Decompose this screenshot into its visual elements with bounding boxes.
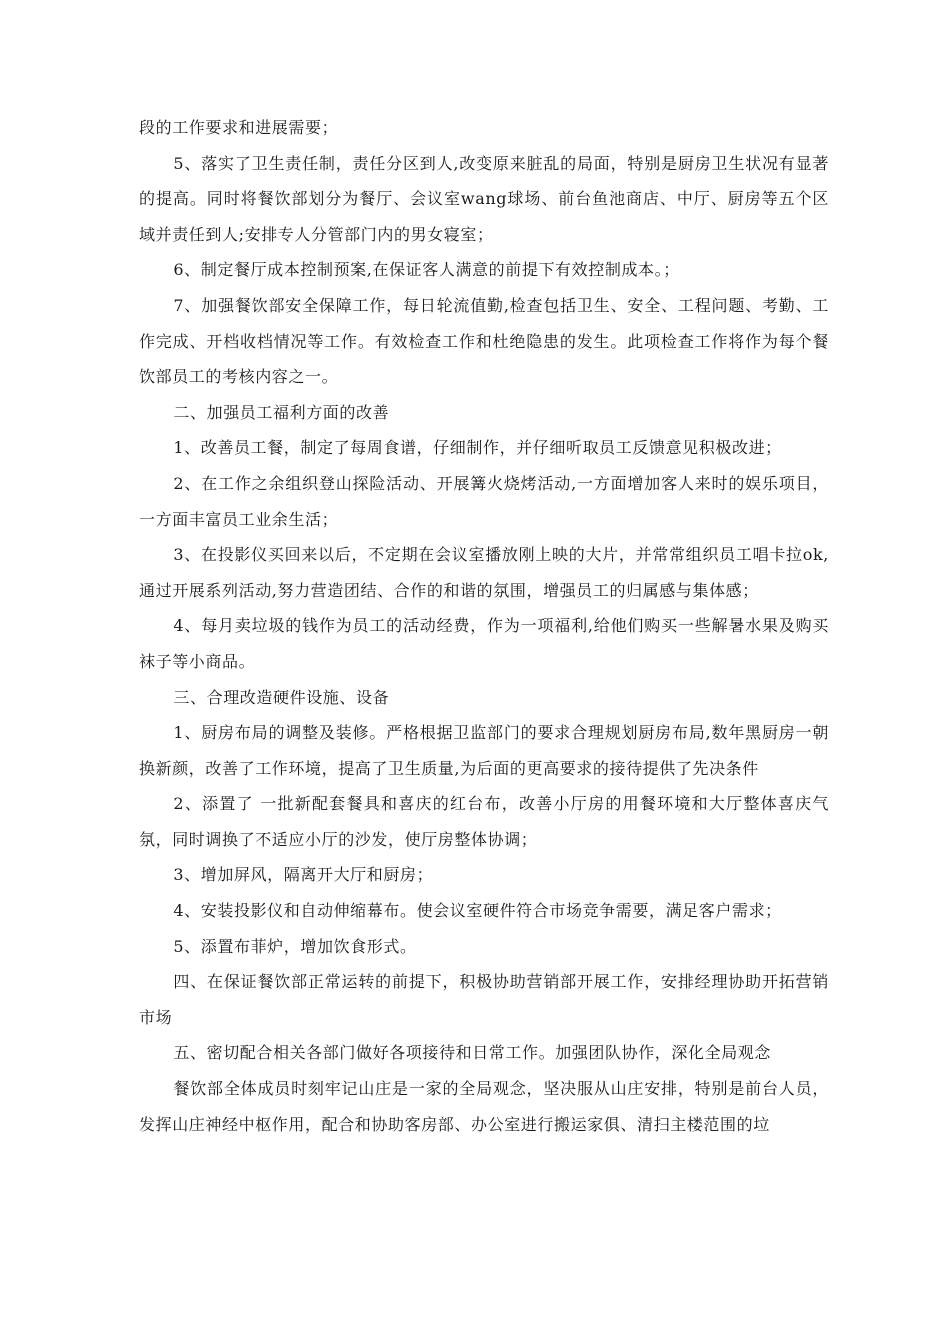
paragraph-item-5-hygiene: 5、落实了卫生责任制，责任分区到人,改变原来脏乱的局面，特别是厨房卫生状况有显著的提高。同时将餐饮部划分为餐厅、会议室wang球场、前台鱼池商店、中厅、厨房等五个区域并责任到人;安排专人分管部门内的男女寝室；	[139, 153, 829, 244]
document-body	[139, 110, 829, 1142]
paragraph-hardware-5: 5、添置布菲炉，增加饮食形式。	[173, 936, 417, 956]
section-heading-3-hardware: 三、合理改造硬件设施、设备	[173, 687, 390, 707]
paragraph-teamwork-body: 餐饮部全体成员时刻牢记山庄是一家的全局观念，坚决服从山庄安排，特别是前台人员，发挥山庄神经中枢作用，配合和协助客房部、办公室进行搬运家俱、清扫主楼范围的垃	[139, 1079, 829, 1134]
paragraph-continuation: 段的工作要求和进展需要；	[139, 118, 339, 137]
paragraph-welfare-4: 4、每月卖垃圾的钱作为员工的活动经费，作为一项福利,给他们购买一些解暑水果及购买袜子等小商品。	[139, 616, 829, 671]
section-heading-2-welfare: 二、加强员工福利方面的改善	[173, 402, 390, 422]
paragraph-hardware-1: 1、厨房布局的调整及装修。严格根据卫监部门的要求合理规划厨房布局,数年黑厨房一朝换新颜，改善了工作环境，提高了卫生质量,为后面的更高要求的接待提供了先决条件	[139, 723, 829, 778]
paragraph-welfare-3: 3、在投影仪买回来以后，不定期在会议室播放刚上映的大片，并常常组织员工唱卡拉ok,通过开展系列活动,努力营造团结、合作的和谐的氛围，增强员工的归属感与集体感；	[139, 545, 829, 600]
paragraph-item-7-safety: 7、加强餐饮部安全保障工作，每日轮流值勤,检查包括卫生、安全、工程问题、考勤、工作完成、开档收档情况等工作。有效检查工作和杜绝隐患的发生。此项检查工作将作为每个餐饮部员工的考核内容之一。	[139, 295, 829, 387]
section-heading-4-marketing: 四、在保证餐饮部正常运转的前提下，积极协助营销部开展工作，安排经理协助开拓营销市场	[139, 972, 829, 1027]
paragraph-welfare-2: 2、在工作之余组织登山探险活动、开展篝火烧烤活动,一方面增加客人来时的娱乐项目，一方面丰富员工业余生活；	[139, 473, 829, 529]
paragraph-item-6-cost-control: 6、制定餐厅成本控制预案,在保证客人满意的前提下有效控制成本。；	[173, 260, 680, 280]
section-heading-5-teamwork: 五、密切配合相关各部门做好各项接待和日常工作。加强团队协作，深化全局观念	[173, 1043, 771, 1063]
paragraph-welfare-1: 1、改善员工餐，制定了每周食谱，仔细制作，并仔细听取员工反馈意见积极改进；	[173, 438, 782, 458]
paragraph-hardware-4: 4、安装投影仪和自动伸缩幕布。使会议室硬件符合市场竞争需要，满足客户需求；	[173, 901, 782, 921]
paragraph-hardware-3: 3、增加屏风，隔离开大厅和厨房；	[173, 865, 434, 885]
paragraph-hardware-2: 2、添置了 一批新配套餐具和喜庆的红台布，改善小厅房的用餐环境和大厅整体喜庆气氛，同时调换了不适应小厅的沙发，使厅房整体协调；	[139, 794, 829, 849]
